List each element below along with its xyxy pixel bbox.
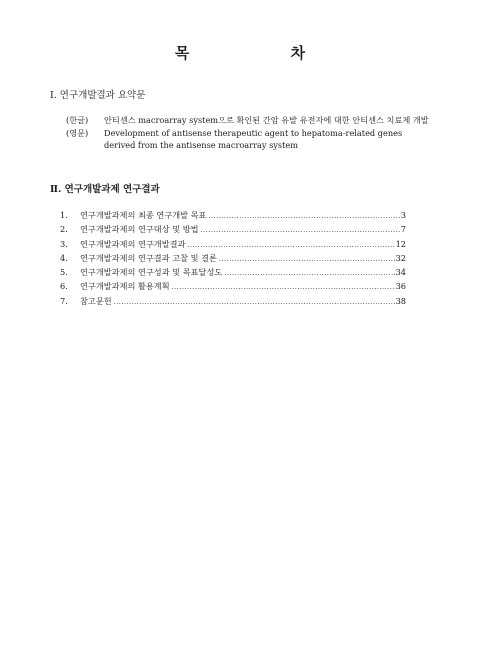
toc-item [60,224,406,238]
toc-item-label: 연구개발과제의 활용계획 [80,281,170,292]
toc-item-page: 34 [395,267,406,278]
summary-english-text: Development of antisense therapeutic agent to hepatoma-related genes derived from the antisense macroarray system [104,128,403,150]
toc-item-page: 12 [395,238,406,249]
toc-item-number: 4. [60,252,68,263]
toc-leader-dots [114,298,395,306]
toc-item-number: 7. [60,295,68,306]
toc-leader-dots [219,255,395,263]
toc-item-page: 38 [395,295,406,306]
summary-english-tag: (영문) [66,128,89,138]
toc-item-number: 6. [60,281,68,292]
section-heading-results: Ⅱ. 연구개발과제 연구결과 [50,184,160,195]
summary-korean-tag: (한글) [66,115,89,125]
toc-item-page: 3 [400,210,406,220]
toc-item [60,253,406,267]
toc-item-label: 연구개발과제의 연구결과 고찰 및 결론 [80,252,217,263]
toc-leader-dots [187,241,394,249]
toc-item-label: 연구개발과제의 연구대상 및 방법 [80,224,199,235]
toc-item-label: 참고문헌 [80,295,112,306]
summary-korean [66,114,429,126]
toc-leader-dots [201,226,400,234]
toc-item [60,239,406,253]
toc-item [60,281,406,295]
toc-item-page: 32 [395,252,406,263]
toc-leader-dots [172,283,395,291]
toc-item [60,210,406,224]
toc-item-number: 3. [60,238,68,249]
toc-leader-dots [224,269,394,277]
toc-item-page: 36 [395,281,406,292]
toc-item-label: 연구개발과제의 연구성과 및 목표달성도 [80,267,223,278]
toc-leader-dots [208,212,399,220]
section-heading-summary: Ⅰ. 연구개발결과 요약문 [50,90,146,101]
toc-item [60,267,406,281]
toc-list [60,210,406,310]
toc-item-number: 5. [60,267,68,278]
summary-korean-text: 안티센스 macroarray system으로 확인된 간암 유발 유전자에 대한 안티센스 치료제 개발 [104,115,429,125]
toc-item-page: 7 [400,224,406,235]
toc-item-label: 연구개발과제의 연구개발결과 [80,238,186,249]
toc-item [60,296,406,310]
toc-item-number: 1. [60,210,68,220]
toc-item-number: 2. [60,224,68,235]
toc-item-label: 연구개발과제의 최종 연구개발 목표 [80,210,207,220]
summary-english [66,127,426,151]
page-title: 목 차 [174,44,354,62]
